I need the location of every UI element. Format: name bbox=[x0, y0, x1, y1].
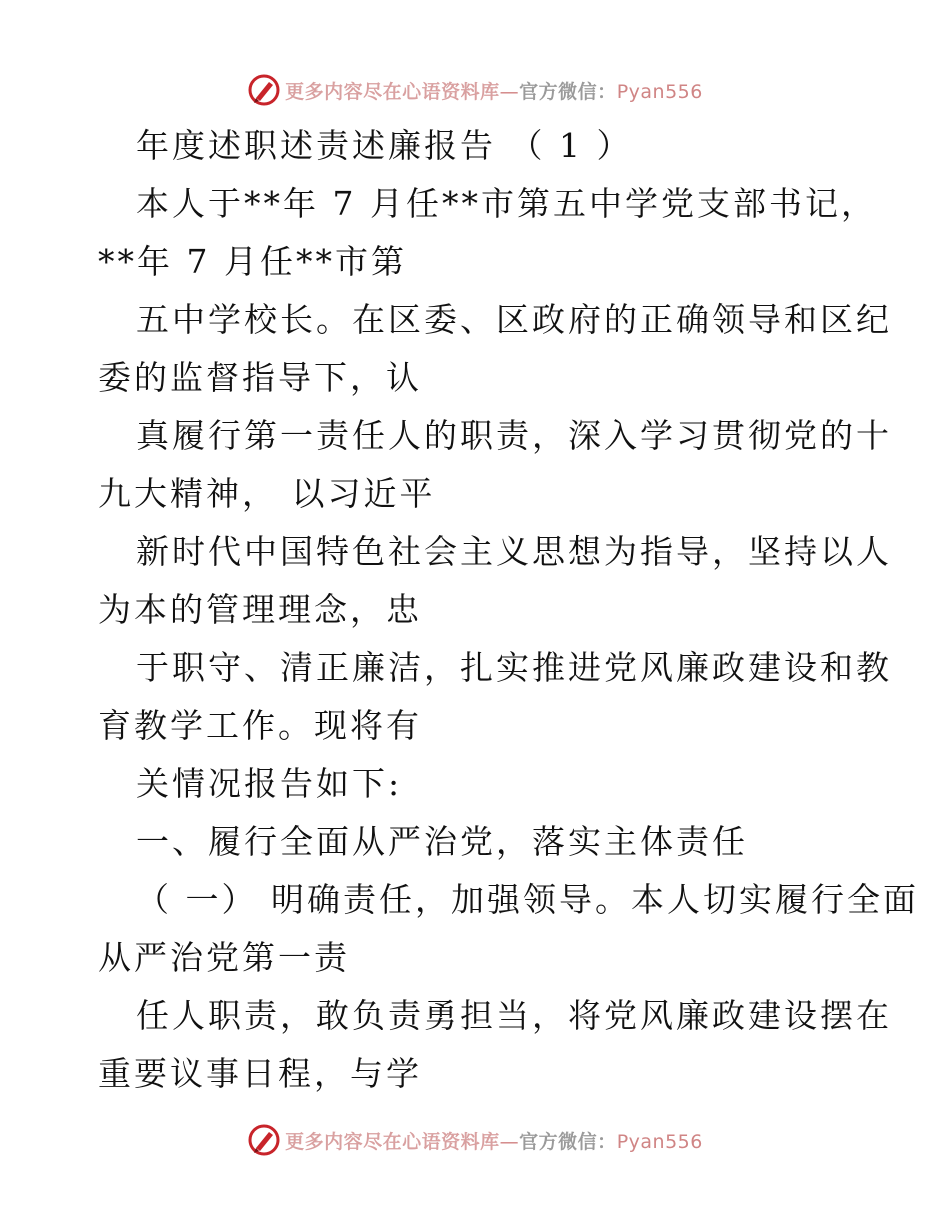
paragraph-line-15: 任人职责，敢负责勇担当，将党风廉政建设摆在 bbox=[136, 996, 892, 1035]
document-title: 年度述职述责述廉报告 （ 1 ） bbox=[136, 126, 633, 165]
watermark-site-text: 更多内容尽在心语资料库 bbox=[285, 1130, 500, 1153]
watermark-official-text: 官方微信： bbox=[519, 1130, 617, 1153]
paragraph-line-6: 九大精神， 以习近平 bbox=[98, 474, 436, 513]
paragraph-line-8: 为本的管理理念，忠 bbox=[98, 590, 422, 629]
paragraph-line-13: （ 一） 明确责任，加强领导。本人切实履行全面 bbox=[136, 880, 919, 919]
paragraph-line-9: 于职守、清正廉洁，扎实推进党风廉政建设和教 bbox=[136, 648, 892, 687]
watermark-dash: — bbox=[499, 80, 520, 103]
watermark-site-text: 更多内容尽在心语资料库 bbox=[285, 80, 500, 103]
paragraph-line-4: 委的监督指导下，认 bbox=[98, 358, 422, 397]
paragraph-line-14: 从严治党第一责 bbox=[98, 938, 350, 977]
footer-watermark-banner bbox=[0, 1118, 950, 1162]
watermark-wechat-id: Pyan556 bbox=[616, 1130, 703, 1153]
watermark-dash: — bbox=[499, 1130, 520, 1153]
paragraph-line-7: 新时代中国特色社会主义思想为指导，坚持以人 bbox=[136, 532, 892, 571]
paragraph-line-5: 真履行第一责任人的职责，深入学习贯彻党的十 bbox=[136, 416, 892, 455]
watermark-text bbox=[285, 77, 703, 104]
watermark-text bbox=[285, 1127, 703, 1154]
header-watermark-banner bbox=[0, 68, 950, 112]
watermark-wechat-id: Pyan556 bbox=[616, 80, 703, 103]
pen-logo-icon bbox=[247, 73, 281, 107]
paragraph-line-16: 重要议事日程，与学 bbox=[98, 1054, 422, 1093]
pen-logo-icon bbox=[247, 1123, 281, 1157]
section-heading-1: 一、履行全面从严治党，落实主体责任 bbox=[136, 822, 748, 861]
paragraph-line-3: 五中学校长。在区委、区政府的正确领导和区纪 bbox=[136, 300, 892, 339]
paragraph-line-11: 关情况报告如下: bbox=[136, 764, 403, 803]
paragraph-line-10: 育教学工作。现将有 bbox=[98, 706, 422, 745]
paragraph-line-1: 本人于**年 7 月任**市第五中学党支部书记， bbox=[136, 184, 877, 223]
watermark-official-text: 官方微信： bbox=[519, 80, 617, 103]
paragraph-line-2: **年 7 月任**市第 bbox=[98, 242, 407, 281]
